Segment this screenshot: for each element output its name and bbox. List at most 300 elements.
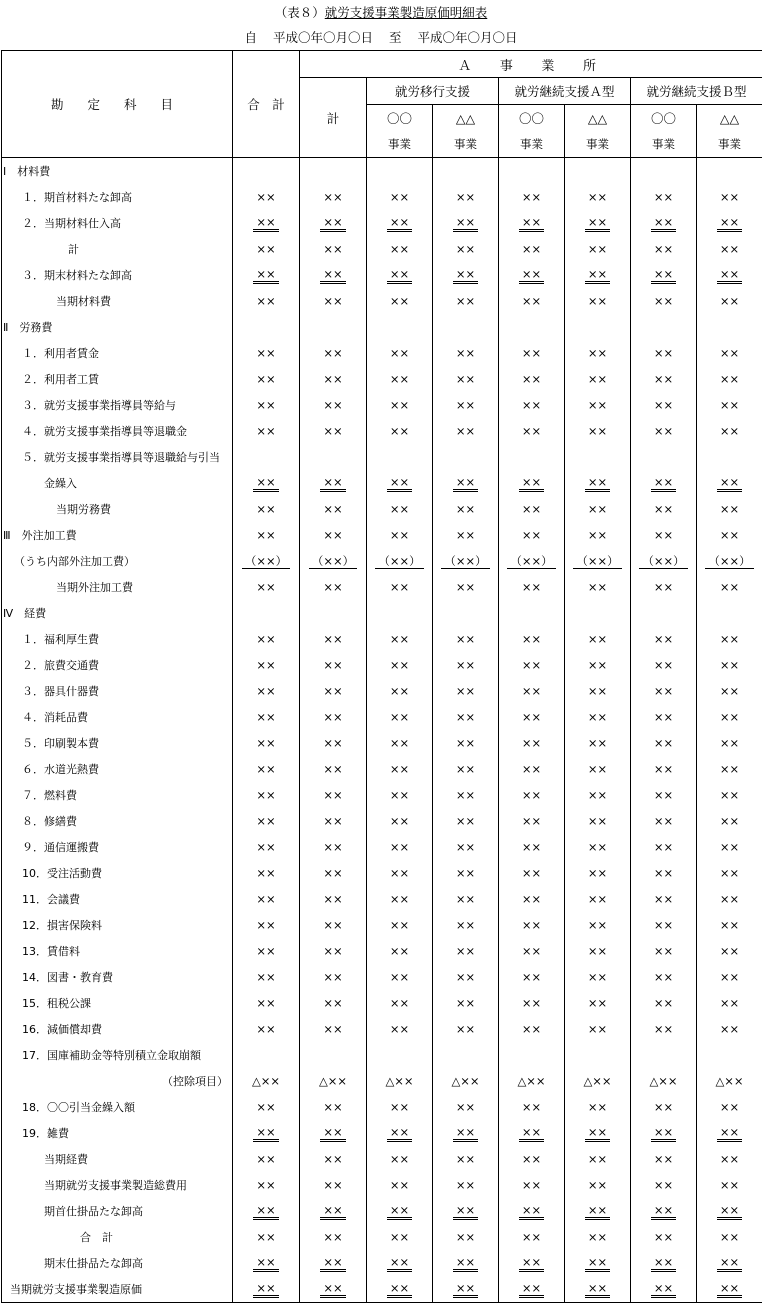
amount-value: ××	[387, 1126, 412, 1142]
value-cell	[565, 678, 631, 704]
value-cell	[631, 444, 697, 470]
value-cell	[433, 210, 499, 236]
value-cell	[631, 1146, 697, 1172]
header-office-suffix: 事業	[433, 131, 499, 158]
value-cell	[300, 964, 367, 990]
value-cell	[300, 912, 367, 938]
value-cell	[697, 626, 762, 652]
amount-value: ××	[585, 659, 610, 672]
amount-value: ××	[717, 763, 742, 776]
amount-value: ××	[453, 997, 478, 1010]
amount-value: ××	[253, 243, 278, 256]
value-cell	[367, 1016, 433, 1042]
value-cell	[233, 1094, 300, 1120]
row-label: Ⅳ 経費	[2, 600, 233, 626]
amount-value: ××	[320, 997, 345, 1010]
table-row	[2, 496, 762, 522]
value-cell	[499, 1250, 565, 1276]
amount-value: ××	[585, 295, 610, 308]
value-cell	[233, 158, 300, 185]
table-body	[2, 158, 762, 1303]
value-cell	[233, 704, 300, 730]
header-office-2: △△	[433, 105, 499, 132]
amount-value: ××	[651, 633, 676, 646]
amount-value: ××	[320, 841, 345, 854]
value-cell	[433, 1198, 499, 1224]
amount-value: （××）	[573, 555, 621, 569]
amount-value: （××）	[639, 555, 687, 569]
amount-value: ××	[387, 373, 412, 386]
value-cell	[300, 1042, 367, 1068]
value-cell	[499, 548, 565, 574]
value-cell	[499, 262, 565, 288]
row-label: Ⅰ 材料費	[2, 158, 233, 185]
value-cell	[300, 184, 367, 210]
value-cell	[631, 1172, 697, 1198]
table-row	[2, 600, 762, 626]
amount-value: ××	[453, 763, 478, 776]
amount-value: ××	[519, 1179, 544, 1192]
row-label: 19．雑費	[2, 1120, 233, 1146]
value-cell	[300, 808, 367, 834]
table-row	[2, 1198, 762, 1224]
header-category-type-a: 就労継続支援Ａ型	[499, 78, 631, 105]
amount-value: ××	[519, 216, 544, 232]
table-row	[2, 340, 762, 366]
row-label: ３．期末材料たな卸高	[2, 262, 233, 288]
table-row	[2, 938, 762, 964]
value-cell	[697, 1276, 762, 1303]
table-row	[2, 1094, 762, 1120]
value-cell	[697, 808, 762, 834]
amount-value: ××	[519, 711, 544, 724]
value-cell	[233, 626, 300, 652]
value-cell	[631, 808, 697, 834]
amount-value: ××	[519, 347, 544, 360]
amount-value: ××	[519, 503, 544, 516]
amount-value: ××	[717, 867, 742, 880]
value-cell	[233, 938, 300, 964]
amount-value: ××	[651, 425, 676, 438]
value-cell	[565, 522, 631, 548]
value-cell	[631, 938, 697, 964]
value-cell	[697, 600, 762, 626]
amount-value: ××	[585, 1256, 610, 1272]
table-row	[2, 366, 762, 392]
amount-value: （××）	[507, 555, 555, 569]
header-office-5: 〇〇	[631, 105, 697, 132]
value-cell	[300, 600, 367, 626]
value-cell	[233, 262, 300, 288]
amount-value: ××	[387, 243, 412, 256]
row-label: ５．就労支援事業指導員等退職給与引当	[2, 444, 233, 470]
amount-value: ××	[320, 1256, 345, 1272]
amount-value: ××	[320, 1231, 345, 1244]
value-cell	[631, 1224, 697, 1250]
value-cell	[367, 236, 433, 262]
value-cell	[697, 340, 762, 366]
amount-value: ××	[651, 399, 676, 412]
value-cell	[433, 366, 499, 392]
table-row	[2, 1042, 762, 1068]
period-from-label: 自	[244, 30, 257, 45]
amount-value: ××	[453, 815, 478, 828]
amount-value: ××	[320, 1282, 345, 1298]
amount-value: ××	[585, 919, 610, 932]
value-cell	[433, 1224, 499, 1250]
amount-value: ××	[320, 216, 345, 232]
amount-value: ××	[585, 476, 610, 492]
amount-value: ××	[387, 685, 412, 698]
value-cell	[697, 704, 762, 730]
amount-value: ××	[320, 867, 345, 880]
amount-value: ××	[651, 1023, 676, 1036]
header-office-suffix: 事業	[367, 131, 433, 158]
amount-value: ××	[253, 841, 278, 854]
amount-value: ××	[519, 1256, 544, 1272]
table-row	[2, 1250, 762, 1276]
value-cell	[697, 938, 762, 964]
amount-value: ××	[253, 763, 278, 776]
value-cell	[565, 1120, 631, 1146]
value-cell	[565, 548, 631, 574]
amount-value: ××	[519, 1204, 544, 1220]
amount-value: ××	[651, 581, 676, 594]
value-cell	[565, 392, 631, 418]
row-label: 当期就労支援事業製造原価	[2, 1276, 233, 1303]
table-row	[2, 418, 762, 444]
table-row	[2, 444, 762, 470]
amount-value: ××	[253, 997, 278, 1010]
value-cell	[367, 912, 433, 938]
value-cell	[433, 288, 499, 314]
value-cell	[233, 314, 300, 340]
value-cell	[697, 860, 762, 886]
amount-value: ××	[320, 1023, 345, 1036]
value-cell	[697, 730, 762, 756]
value-cell	[233, 652, 300, 678]
title-prefix: （表８）	[275, 5, 325, 20]
value-cell	[565, 964, 631, 990]
amount-value: ××	[253, 295, 278, 308]
value-cell	[233, 1146, 300, 1172]
amount-value: ××	[519, 529, 544, 542]
row-label: 10．受注活動費	[2, 860, 233, 886]
amount-value: ××	[253, 1256, 278, 1272]
value-cell	[499, 704, 565, 730]
table-row	[2, 392, 762, 418]
amount-value: ××	[651, 789, 676, 802]
row-label: 当期労務費	[2, 496, 233, 522]
table-row	[2, 886, 762, 912]
value-cell	[367, 392, 433, 418]
amount-value: ××	[253, 971, 278, 984]
amount-value: ××	[585, 737, 610, 750]
amount-value: ××	[651, 216, 676, 232]
amount-value: ××	[387, 919, 412, 932]
amount-value: ××	[320, 347, 345, 360]
amount-value: ××	[387, 763, 412, 776]
amount-value: ××	[253, 216, 278, 232]
value-cell	[697, 392, 762, 418]
amount-value: ××	[585, 1126, 610, 1142]
value-cell	[499, 210, 565, 236]
value-cell	[697, 1250, 762, 1276]
amount-value: ××	[253, 1282, 278, 1298]
value-cell	[233, 1250, 300, 1276]
value-cell	[367, 652, 433, 678]
amount-value: ××	[651, 711, 676, 724]
value-cell	[300, 340, 367, 366]
amount-value: ××	[585, 789, 610, 802]
amount-value: ××	[651, 1204, 676, 1220]
amount-value: ××	[519, 893, 544, 906]
value-cell	[631, 184, 697, 210]
value-cell	[433, 522, 499, 548]
value-cell	[367, 678, 433, 704]
value-cell	[300, 1016, 367, 1042]
value-cell	[631, 886, 697, 912]
value-cell	[565, 444, 631, 470]
amount-value: ××	[387, 1101, 412, 1114]
value-cell	[631, 600, 697, 626]
value-cell	[565, 470, 631, 496]
value-cell	[300, 990, 367, 1016]
value-cell	[433, 1042, 499, 1068]
value-cell	[300, 314, 367, 340]
value-cell	[367, 158, 433, 185]
amount-value: ××	[651, 763, 676, 776]
table-row	[2, 522, 762, 548]
amount-value: ××	[717, 971, 742, 984]
value-cell	[697, 496, 762, 522]
table-row	[2, 860, 762, 886]
amount-value: ××	[320, 529, 345, 542]
value-cell	[300, 392, 367, 418]
value-cell	[631, 418, 697, 444]
value-cell	[233, 756, 300, 782]
value-cell	[433, 964, 499, 990]
row-label: Ⅱ 労務費	[2, 314, 233, 340]
value-cell	[697, 158, 762, 185]
amount-value: ××	[320, 685, 345, 698]
amount-value: ××	[717, 1231, 742, 1244]
amount-value: △××	[646, 1075, 680, 1088]
value-cell	[367, 834, 433, 860]
value-cell	[300, 236, 367, 262]
value-cell	[300, 652, 367, 678]
amount-value: △××	[382, 1075, 416, 1088]
value-cell	[233, 1016, 300, 1042]
value-cell	[367, 1172, 433, 1198]
value-cell	[300, 782, 367, 808]
amount-value: ××	[453, 1101, 478, 1114]
value-cell	[300, 1224, 367, 1250]
amount-value: ××	[320, 373, 345, 386]
value-cell	[433, 1276, 499, 1303]
row-label: （控除項目）	[2, 1068, 233, 1094]
value-cell	[233, 808, 300, 834]
value-cell	[697, 912, 762, 938]
value-cell	[233, 210, 300, 236]
value-cell	[433, 808, 499, 834]
amount-value: ××	[453, 1231, 478, 1244]
table-row	[2, 990, 762, 1016]
amount-value: ××	[253, 1231, 278, 1244]
value-cell	[565, 886, 631, 912]
value-cell	[697, 886, 762, 912]
row-label: 16．減価償却費	[2, 1016, 233, 1042]
value-cell	[499, 860, 565, 886]
value-cell	[631, 1198, 697, 1224]
row-label: 14．図書・教育費	[2, 964, 233, 990]
value-cell	[367, 184, 433, 210]
amount-value: ××	[453, 268, 478, 284]
amount-value: ××	[519, 685, 544, 698]
value-cell	[565, 730, 631, 756]
value-cell	[367, 1146, 433, 1172]
value-cell	[565, 496, 631, 522]
table-row	[2, 262, 762, 288]
header-subtotal: 計	[300, 78, 367, 158]
amount-value: ××	[253, 503, 278, 516]
table-row	[2, 1068, 762, 1094]
value-cell	[499, 1068, 565, 1094]
amount-value: ××	[387, 216, 412, 232]
value-cell	[300, 444, 367, 470]
value-cell	[565, 210, 631, 236]
value-cell	[367, 938, 433, 964]
value-cell	[433, 1120, 499, 1146]
value-cell	[433, 444, 499, 470]
amount-value: ××	[253, 1153, 278, 1166]
amount-value: ××	[253, 373, 278, 386]
amount-value: ××	[453, 476, 478, 492]
amount-value: ××	[253, 1204, 278, 1220]
amount-value: ××	[585, 841, 610, 854]
amount-value: ××	[651, 815, 676, 828]
table-row	[2, 652, 762, 678]
amount-value: ××	[717, 191, 742, 204]
value-cell	[631, 522, 697, 548]
amount-value: ××	[585, 971, 610, 984]
amount-value: ××	[585, 1023, 610, 1036]
value-cell	[565, 1198, 631, 1224]
amount-value: △××	[316, 1075, 350, 1088]
value-cell	[499, 626, 565, 652]
amount-value: ××	[585, 1101, 610, 1114]
amount-value: ××	[651, 893, 676, 906]
value-cell	[433, 834, 499, 860]
amount-value: ××	[717, 659, 742, 672]
amount-value: ××	[320, 476, 345, 492]
value-cell	[697, 184, 762, 210]
amount-value: ××	[717, 243, 742, 256]
header-category-transition: 就労移行支援	[367, 78, 499, 105]
amount-value: ××	[253, 737, 278, 750]
header-office-suffix: 事業	[565, 131, 631, 158]
value-cell	[565, 184, 631, 210]
value-cell	[631, 236, 697, 262]
amount-value: ××	[585, 1282, 610, 1298]
value-cell	[300, 886, 367, 912]
amount-value: ××	[585, 347, 610, 360]
value-cell	[300, 418, 367, 444]
amount-value: ××	[651, 867, 676, 880]
amount-value: ××	[253, 347, 278, 360]
amount-value: ××	[519, 659, 544, 672]
amount-value: ××	[651, 841, 676, 854]
value-cell	[367, 288, 433, 314]
header-category-type-b: 就労継続支援Ｂ型	[631, 78, 762, 105]
value-cell	[631, 470, 697, 496]
amount-value: ××	[387, 399, 412, 412]
value-cell	[233, 470, 300, 496]
amount-value: ××	[453, 216, 478, 232]
value-cell	[565, 860, 631, 886]
value-cell	[433, 340, 499, 366]
value-cell	[433, 548, 499, 574]
amount-value: ××	[717, 373, 742, 386]
value-cell	[367, 730, 433, 756]
value-cell	[433, 314, 499, 340]
table-row	[2, 1172, 762, 1198]
value-cell	[433, 704, 499, 730]
value-cell	[499, 730, 565, 756]
value-cell	[697, 678, 762, 704]
amount-value: ××	[453, 1282, 478, 1298]
amount-value: ××	[320, 945, 345, 958]
value-cell	[565, 626, 631, 652]
table-row	[2, 782, 762, 808]
value-cell	[433, 782, 499, 808]
row-label: １．福利厚生費	[2, 626, 233, 652]
row-label: 18．〇〇引当金繰入額	[2, 1094, 233, 1120]
amount-value: ××	[253, 867, 278, 880]
amount-value: ××	[453, 633, 478, 646]
value-cell	[367, 990, 433, 1016]
amount-value: ××	[320, 191, 345, 204]
value-cell	[233, 236, 300, 262]
value-cell	[367, 1068, 433, 1094]
cost-statement-table	[1, 50, 762, 1303]
value-cell	[233, 366, 300, 392]
value-cell	[697, 418, 762, 444]
value-cell	[499, 1120, 565, 1146]
value-cell	[499, 340, 565, 366]
amount-value: ××	[320, 919, 345, 932]
value-cell	[433, 418, 499, 444]
amount-value: ××	[519, 945, 544, 958]
amount-value: ××	[453, 737, 478, 750]
amount-value: ××	[717, 347, 742, 360]
amount-value: ××	[651, 529, 676, 542]
value-cell	[697, 834, 762, 860]
amount-value: ××	[717, 1204, 742, 1220]
value-cell	[367, 1224, 433, 1250]
amount-value: ××	[717, 711, 742, 724]
amount-value: （××）	[705, 555, 753, 569]
value-cell	[565, 1250, 631, 1276]
amount-value: ××	[717, 685, 742, 698]
value-cell	[499, 1016, 565, 1042]
table-row	[2, 626, 762, 652]
value-cell	[697, 1094, 762, 1120]
amount-value: ××	[253, 789, 278, 802]
value-cell	[300, 704, 367, 730]
amount-value: ××	[519, 1126, 544, 1142]
value-cell	[565, 1224, 631, 1250]
